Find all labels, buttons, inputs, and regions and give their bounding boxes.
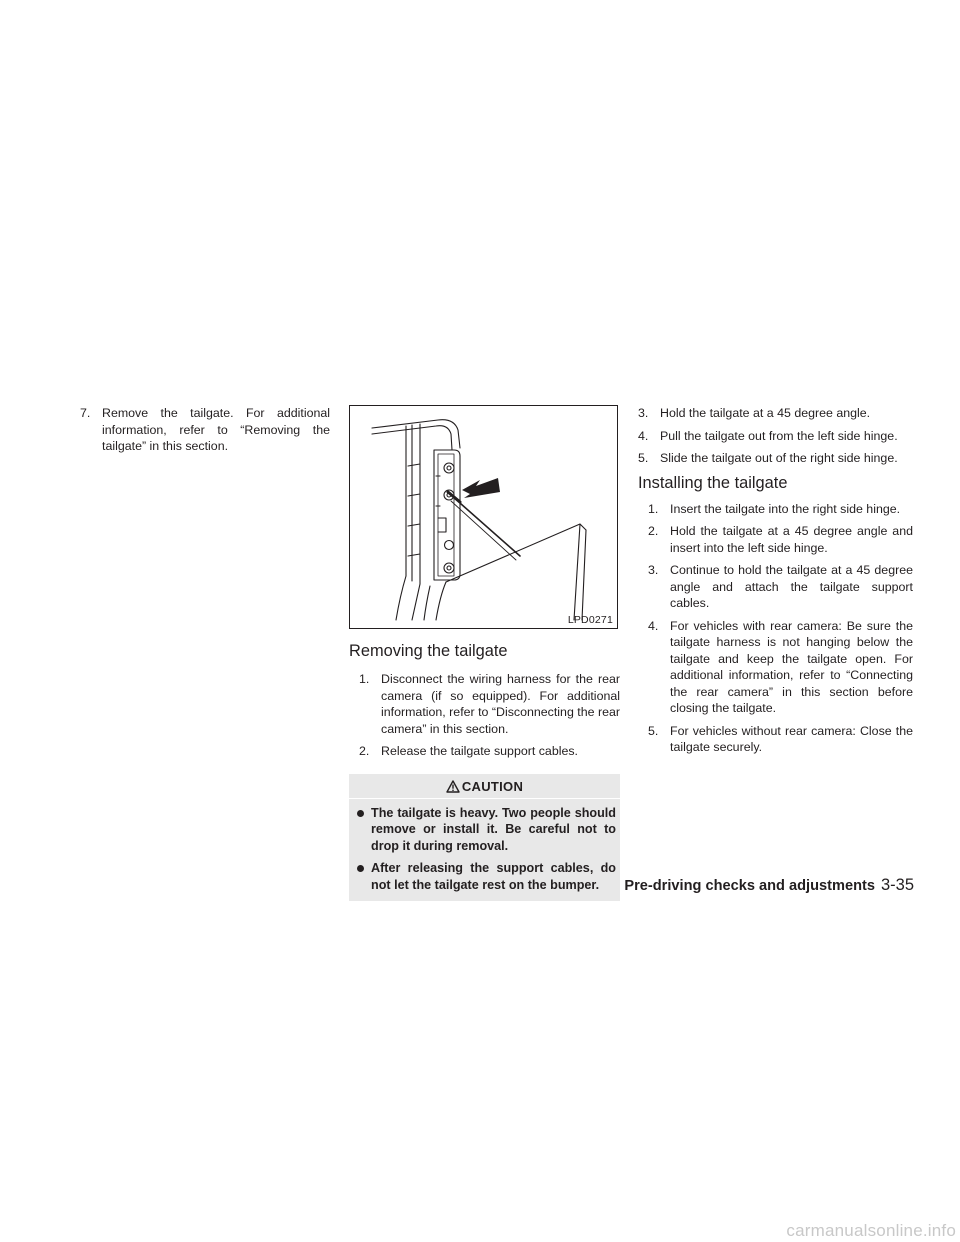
step-text: Continue to hold the tailgate at a 45 degree angle and attach the tailgate support cables.	[670, 563, 913, 610]
step-text: For vehicles without rear camera: Close the tailgate securely.	[670, 723, 913, 754]
removing-tailgate-heading: Removing the tailgate	[349, 642, 508, 660]
step-number: 4.	[648, 618, 659, 633]
step-number: 2.	[359, 744, 370, 758]
installing-tailgate-heading: Installing the tailgate	[638, 473, 788, 492]
column-1	[80, 405, 330, 461]
bullet-text: After releasing the support cables, do not let the tailgate rest on the bumper.	[371, 861, 616, 892]
step-number: 5.	[638, 451, 649, 465]
caution-header	[349, 774, 620, 799]
warning-triangle-icon	[446, 780, 460, 793]
step-text: Slide the tailgate out of the right side hinge.	[660, 451, 898, 465]
installing-step-3	[648, 562, 913, 612]
chapter-title: Pre-driving checks and adjustments	[624, 878, 875, 894]
page-number: 3-35	[880, 876, 914, 894]
step-text: Insert the tailgate into the right side hinge.	[670, 501, 901, 516]
step-number: 7.	[80, 406, 91, 420]
figure-code: LPD0271	[567, 614, 613, 626]
step-text: Remove the tailgate. For additional information, refer to “Removing the tailgate” in this section.	[102, 406, 330, 453]
column-3	[638, 405, 913, 762]
tailgate-hinge-figure	[349, 405, 618, 629]
page-footer	[624, 877, 914, 895]
column-2	[349, 405, 620, 901]
installing-step-4	[648, 618, 913, 717]
step-number: 2.	[648, 524, 659, 538]
watermark: carmanualsonline.info	[786, 1220, 956, 1240]
step-7	[80, 405, 330, 455]
step-number: 3.	[648, 563, 659, 577]
installing-step-5	[648, 723, 913, 756]
caution-title: CAUTION	[461, 778, 524, 794]
removing-step-4	[638, 428, 913, 445]
removing-step-1	[359, 671, 620, 737]
removing-step-2	[359, 743, 620, 760]
step-number: 1.	[648, 501, 659, 516]
step-text: Hold the tailgate at a 45 degree angle and insert into the left side hinge.	[670, 524, 913, 555]
caution-box	[349, 774, 620, 902]
removing-step-3	[638, 405, 913, 422]
bullet-dot	[357, 810, 364, 817]
tailgate-hinge-illustration	[350, 406, 617, 628]
step-text: For vehicles with rear camera: Be sure the tailgate harness is not hanging below the tailgate and keep the tailgate open. For additional information, refer to “Connecting the rear camera” in this section before closing the tailgate.	[670, 618, 913, 715]
step-number: 1.	[359, 672, 370, 686]
step-text: Disconnect the wiring harness for the rear camera (if so equipped). For additional information, refer to “Disconnecting the rear camera” in this section.	[381, 672, 620, 736]
caution-bullet-1	[349, 805, 620, 855]
step-number: 5.	[648, 723, 659, 738]
step-text: Release the tailgate support cables.	[381, 744, 578, 758]
step-text: Pull the tailgate out from the left side hinge.	[660, 428, 898, 443]
installing-step-2	[648, 523, 913, 556]
removing-step-5	[638, 450, 913, 467]
step-number: 4.	[638, 428, 649, 443]
step-text: Hold the tailgate at a 45 degree angle.	[660, 406, 871, 420]
step-number: 3.	[638, 406, 649, 420]
caution-bullet-2	[349, 860, 620, 893]
bullet-dot	[357, 865, 364, 872]
bullet-text: The tailgate is heavy. Two people should remove or install it. Be careful not to drop it during removal.	[371, 805, 616, 853]
installing-step-1	[648, 501, 913, 518]
